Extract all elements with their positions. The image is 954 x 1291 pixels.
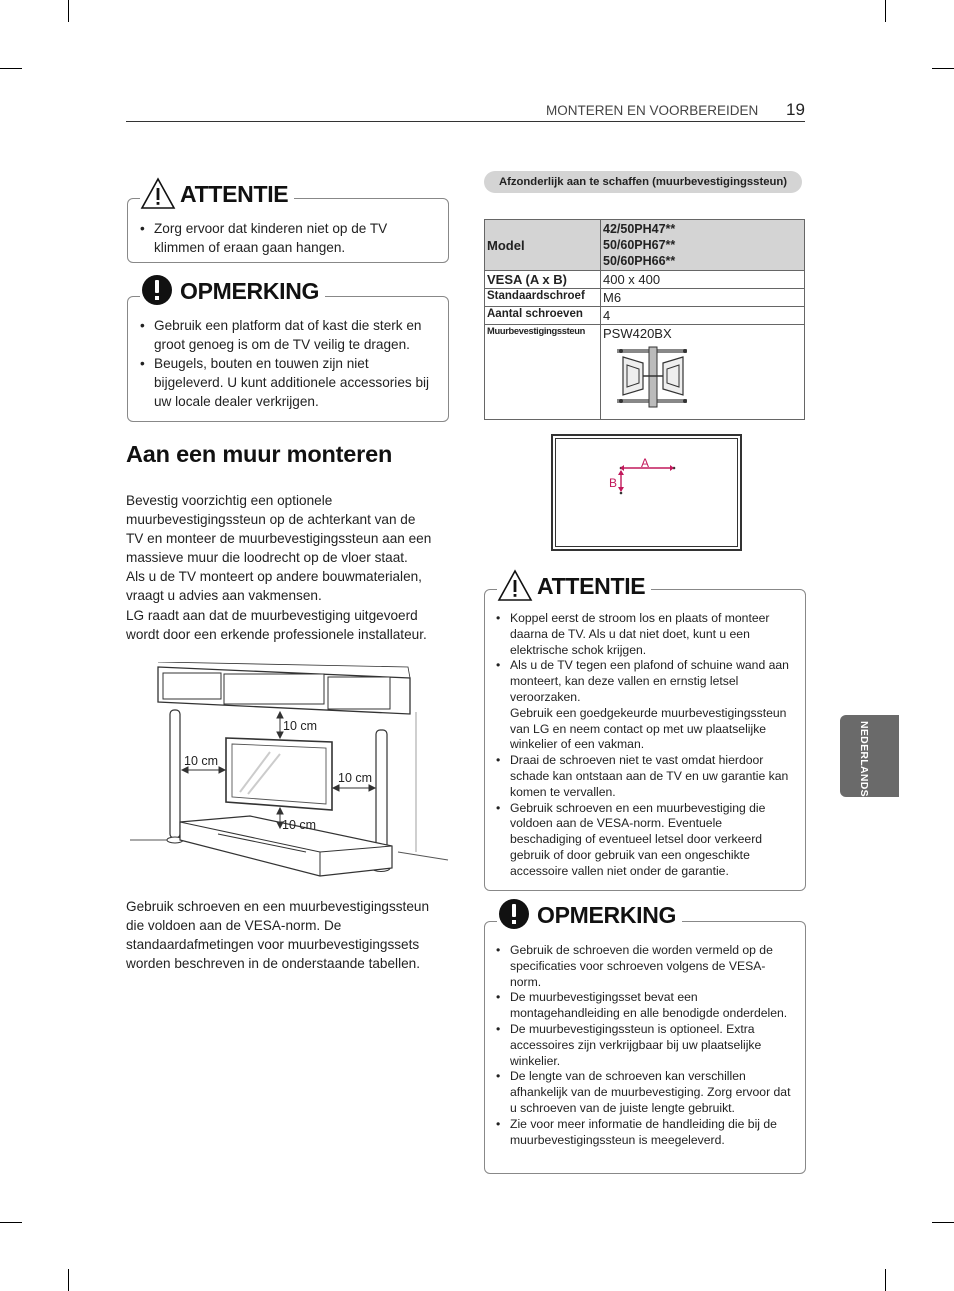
text-line: die voldoen aan de VESA-norm. De bbox=[126, 918, 342, 934]
clearance-left-label: 10 cm bbox=[184, 754, 219, 768]
vesa-b-label: B bbox=[609, 476, 618, 490]
running-header: MONTEREN EN VOORBEREIDEN bbox=[546, 103, 759, 118]
crop-mark bbox=[885, 0, 886, 22]
wall-clearance-illustration bbox=[130, 662, 450, 884]
table-cell-value: 4 bbox=[601, 307, 805, 325]
list-item-subtext: Gebruik een goedgekeurde muurbevestigingssteun van LG en neem contact op met uw plaatselijke winkelier of een vakman. bbox=[510, 705, 787, 752]
exclamation-circle-icon bbox=[140, 274, 176, 308]
separately-sold-label: Afzonderlijk aan te schaffen (muurbevestigingssteun) bbox=[484, 171, 802, 193]
text-line: Gebruik schroeven en een muurbevestigingssteun bbox=[126, 899, 430, 914]
language-tab-label: NEDERLANDS bbox=[858, 721, 870, 797]
model-name: 50/60PH66** bbox=[603, 254, 676, 268]
vesa-spec-table bbox=[484, 219, 805, 420]
note-title: OPMERKING bbox=[180, 277, 320, 304]
model-header: Model bbox=[485, 220, 601, 271]
model-values bbox=[601, 220, 805, 271]
list-item bbox=[496, 658, 792, 753]
list-item: • Koppel eerst de stroom los en plaats of monteer daarna de TV. Als u dat niet doet, kunt u een elektrische schok krijgen. bbox=[496, 611, 792, 658]
caution-title: ATTENTIE bbox=[537, 572, 646, 599]
text-line: standaardafmetingen voor muurbevestigingssets bbox=[126, 937, 420, 953]
table-cell-label: Aantal schroeven bbox=[485, 307, 601, 325]
list-item: • Beugels, bouten en touwen zijn niet bijgeleverd. U kunt additionele accessories bij uw locale dealer verkrijgen. bbox=[140, 354, 438, 411]
vesa-dimension-marks bbox=[600, 450, 690, 500]
caution-heading-right bbox=[497, 568, 651, 604]
note-heading bbox=[140, 273, 325, 309]
table-cell-label: Muurbevestigingssteun bbox=[485, 325, 601, 420]
note-heading-right bbox=[497, 897, 682, 933]
text-line: vraagt u advies aan vakmensen. bbox=[126, 588, 322, 604]
intro-paragraph bbox=[126, 491, 451, 644]
list-item: • Gebruik een platform dat of kast die sterk en groot genoeg is om de TV veilig te dragen. bbox=[140, 316, 438, 354]
table-row bbox=[485, 307, 805, 325]
model-name: 42/50PH47** bbox=[603, 222, 676, 236]
text-line: TV en monteer de muurbevestigingssteun aan een bbox=[126, 531, 432, 547]
text-line: worden beschreven in de onderstaande tabellen. bbox=[126, 956, 420, 972]
crop-mark bbox=[0, 68, 22, 69]
text-line: massieve muur die loodrecht op de vloer staat. bbox=[126, 550, 408, 566]
list-item-text: Als u de TV tegen een plafond of schuine wand aan monteert, kan deze vallen en ernstig letsel veroorzaken. bbox=[510, 658, 789, 704]
language-tab bbox=[840, 715, 899, 797]
warning-triangle-icon bbox=[140, 177, 176, 211]
clearance-right-label: 10 cm bbox=[338, 771, 373, 785]
outro-paragraph bbox=[126, 897, 456, 973]
model-name: 50/60PH67** bbox=[603, 238, 676, 252]
list-item: • De muurbevestigingssteun is optioneel. Extra accessoires zijn verkrijgbaar bij uw plaatselijke winkelier. bbox=[496, 1022, 794, 1069]
vesa-a-label: A bbox=[641, 456, 650, 470]
caution-list bbox=[140, 219, 438, 257]
header-rule bbox=[126, 121, 805, 122]
list-item: • Draai de schroeven niet te vast omdat hierdoor schade kan ontstaan aan de TV en uw garantie kan komen te vervallen. bbox=[496, 753, 792, 800]
list-item: • Gebruik schroeven en een muurbevestiging die voldoen aan de VESA-norm. Eventuele beschadiging of eventueel letsel door verkeerd gebruik of door gebruik van een ongeschikte accessoire vallen niet onder de garantie. bbox=[496, 801, 792, 880]
table-row bbox=[485, 271, 805, 289]
page-number: 19 bbox=[786, 100, 805, 119]
crop-mark bbox=[0, 1222, 22, 1223]
table-cell-label: VESA (A x B) bbox=[485, 271, 601, 289]
text-line: wordt door een erkende professionele installateur. bbox=[126, 626, 427, 642]
table-row bbox=[485, 220, 805, 271]
list-item: • De muurbevestigingsset bevat een montagehandleiding en alle benodigde onderdelen. bbox=[496, 990, 794, 1022]
table-row bbox=[485, 325, 805, 420]
note-list-right bbox=[496, 943, 794, 1148]
table-cell-value bbox=[601, 325, 805, 420]
note-title: OPMERKING bbox=[537, 901, 677, 928]
text-line: LG raadt aan dat de muurbevestiging uitgevoerd bbox=[126, 607, 418, 623]
exclamation-circle-icon bbox=[497, 898, 533, 932]
list-item: • Zorg ervoor dat kinderen niet op de TV klimmen of eraan gaan hangen. bbox=[140, 219, 438, 257]
section-title: Aan een muur monteren bbox=[126, 441, 393, 467]
crop-mark bbox=[885, 1269, 886, 1291]
crop-mark bbox=[932, 68, 954, 69]
crop-mark bbox=[68, 1269, 69, 1291]
table-cell-value: M6 bbox=[601, 289, 805, 307]
crop-mark bbox=[932, 1222, 954, 1223]
table-cell-value: 400 x 400 bbox=[601, 271, 805, 289]
clearance-top-label: 10 cm bbox=[283, 719, 318, 733]
warning-triangle-icon bbox=[497, 569, 533, 603]
list-item: • Zie voor meer informatie de handleiding die bij de muurbevestigingssteun is meegeleverd. bbox=[496, 1117, 794, 1149]
list-item: • Gebruik de schroeven die worden vermeld op de specificaties voor schroeven volgens de VESA-norm. bbox=[496, 943, 794, 990]
text-line: Als u de TV monteert op andere bouwmaterialen, bbox=[126, 569, 422, 585]
text-line: muurbevestigingssteun op de achterkant van de bbox=[126, 512, 416, 528]
note-list bbox=[140, 316, 438, 411]
table-cell-label: Standaardschroef bbox=[485, 289, 601, 307]
list-item: • De lengte van de schroeven kan verschillen afhankelijk van de muurbevestiging. Zorg ervoor dat u schroeven van de juiste lengte gebruikt. bbox=[496, 1069, 794, 1116]
bracket-model: PSW420BX bbox=[603, 326, 672, 341]
caution-list-right bbox=[496, 611, 792, 880]
wall-bracket-image bbox=[613, 343, 693, 411]
clearance-bottom-label: 10 cm bbox=[282, 818, 317, 832]
table-row bbox=[485, 289, 805, 307]
caution-heading bbox=[140, 176, 294, 212]
caution-title: ATTENTIE bbox=[180, 180, 289, 207]
crop-mark bbox=[68, 0, 69, 22]
text-line: Bevestig voorzichtig een optionele bbox=[126, 493, 333, 508]
